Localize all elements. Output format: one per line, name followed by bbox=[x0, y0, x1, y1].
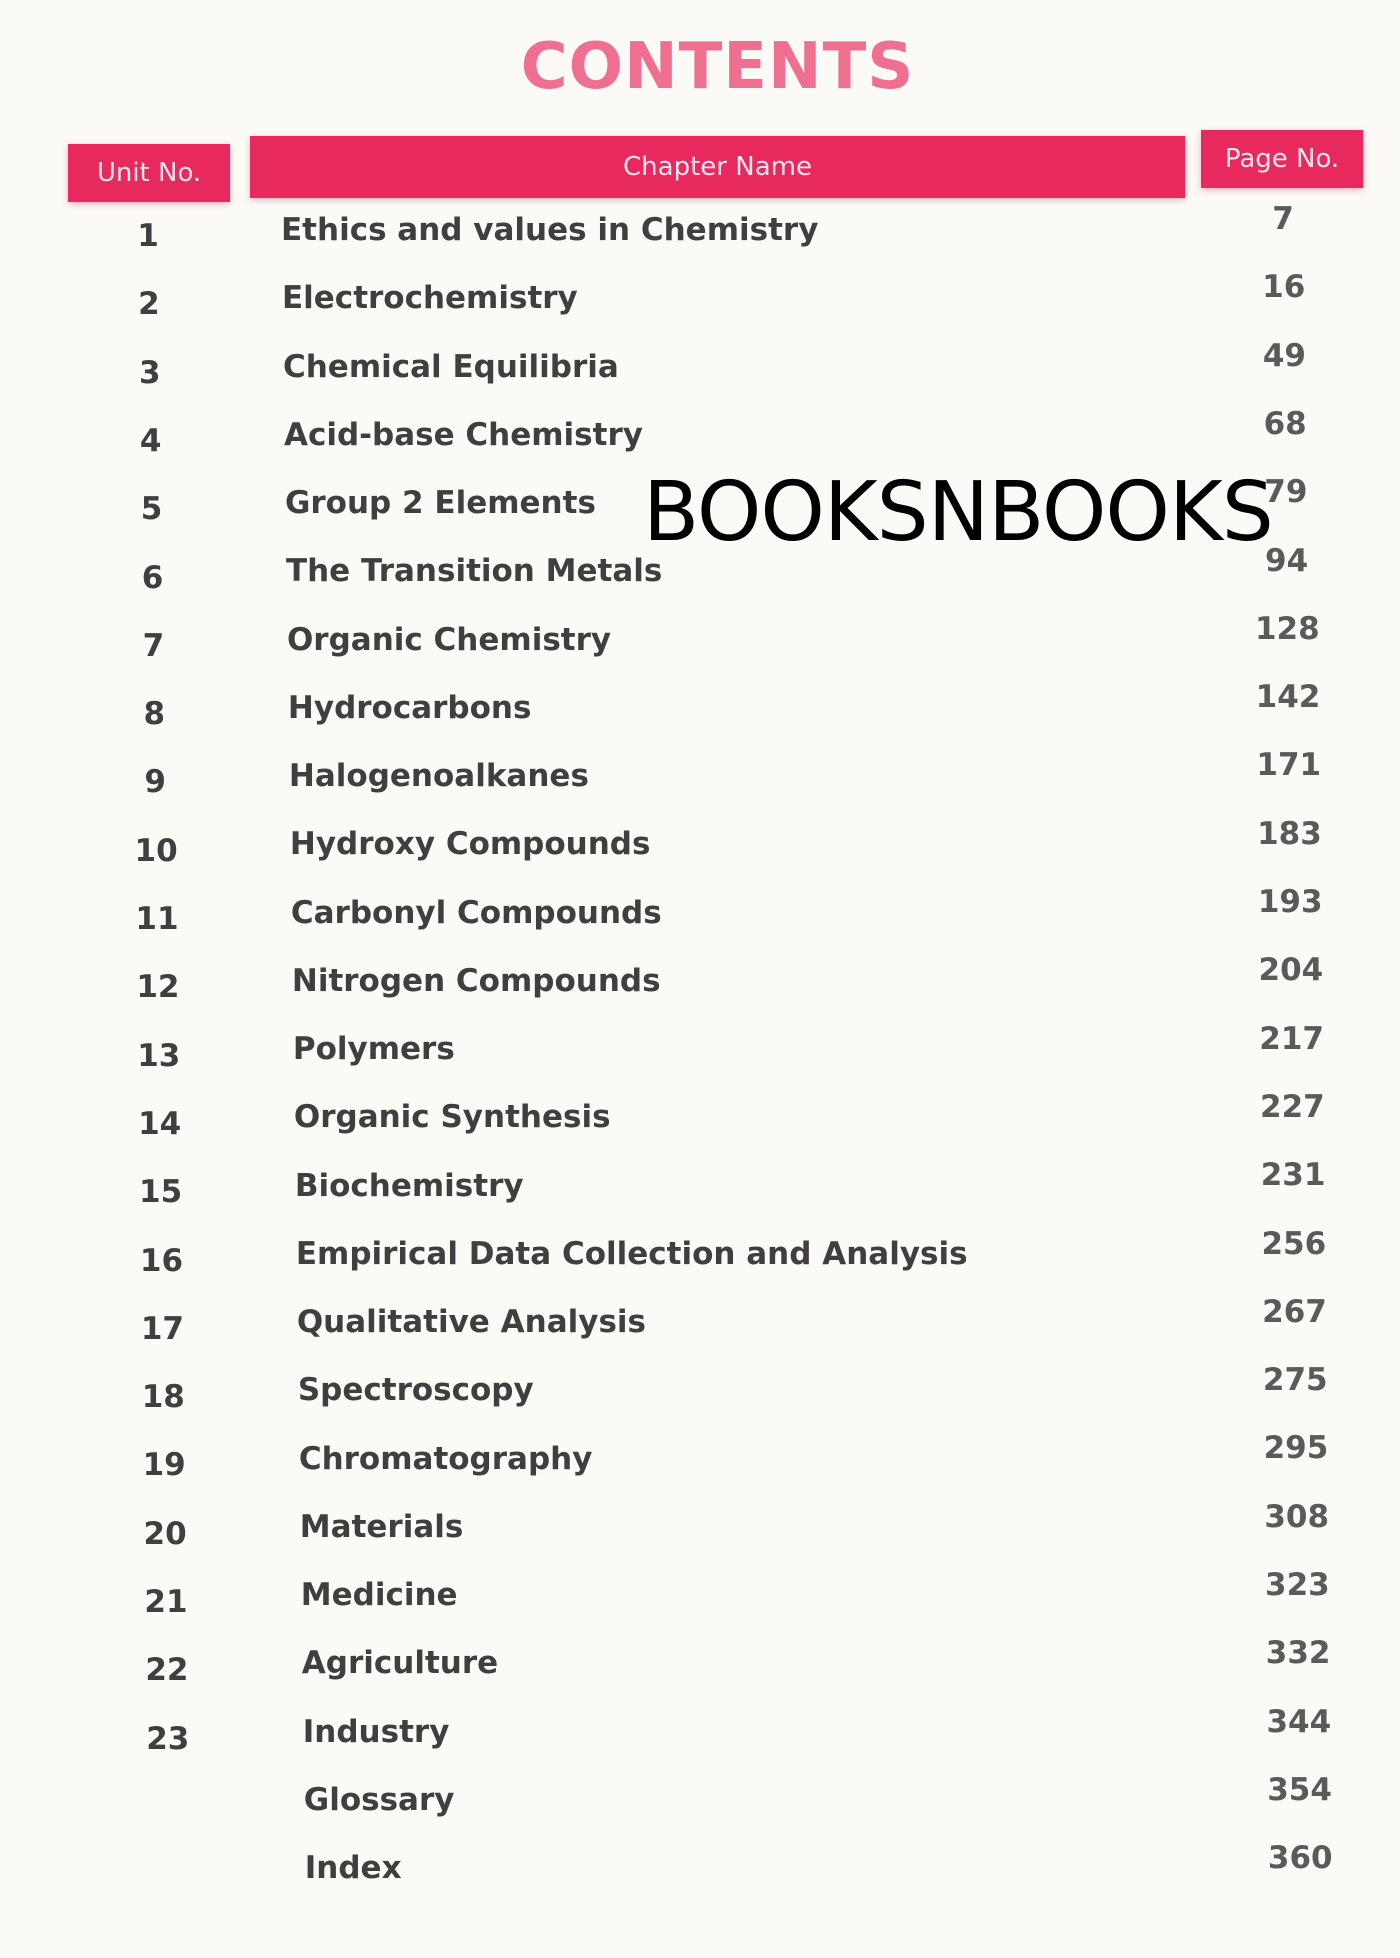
page-number: 171 bbox=[1256, 747, 1322, 784]
unit-number: 6 bbox=[141, 559, 164, 596]
page-number: 16 bbox=[1262, 269, 1306, 306]
unit-number: 20 bbox=[143, 1515, 187, 1552]
chapter-name: Acid-base Chemistry bbox=[283, 416, 643, 453]
table-row bbox=[0, 542, 1400, 620]
chapter-name: Organic Chemistry bbox=[286, 621, 612, 658]
page-number: 204 bbox=[1258, 952, 1324, 989]
unit-number: 14 bbox=[138, 1105, 182, 1142]
chapter-name: Group 2 Elements bbox=[284, 485, 596, 521]
chapter-name: Polymers bbox=[292, 1031, 455, 1067]
table-row bbox=[0, 610, 1400, 688]
chapter-name: Biochemistry bbox=[294, 1167, 524, 1204]
table-row bbox=[0, 1225, 1400, 1303]
table-row bbox=[0, 1020, 1400, 1098]
unit-number: 5 bbox=[140, 491, 163, 528]
page-number: 308 bbox=[1264, 1498, 1330, 1535]
table-row bbox=[0, 1293, 1400, 1371]
chapter-name: Carbonyl Compounds bbox=[290, 894, 662, 931]
chapter-name-header: Chapter Name bbox=[250, 136, 1185, 198]
unit-number: 18 bbox=[141, 1379, 185, 1416]
page-number: 256 bbox=[1261, 1225, 1327, 1262]
unit-number: 9 bbox=[144, 764, 166, 801]
table-row bbox=[0, 269, 1400, 346]
unit-number: 21 bbox=[144, 1584, 188, 1620]
chapter-name: Electrochemistry bbox=[281, 280, 578, 317]
unit-number: 19 bbox=[142, 1447, 186, 1484]
page-number: 354 bbox=[1267, 1771, 1332, 1808]
table-row bbox=[0, 201, 1400, 278]
table-row bbox=[0, 1635, 1400, 1712]
table-row bbox=[0, 1771, 1400, 1849]
page-number: 79 bbox=[1264, 474, 1308, 511]
table-row bbox=[0, 1498, 1400, 1576]
table-row bbox=[0, 1703, 1400, 1781]
chapter-name: Hydroxy Compounds bbox=[289, 826, 651, 863]
table-row bbox=[0, 747, 1400, 824]
table-row bbox=[0, 884, 1400, 961]
unit-number: 13 bbox=[137, 1037, 181, 1074]
table-row bbox=[0, 952, 1400, 1029]
table-row bbox=[0, 1157, 1400, 1234]
table-row bbox=[0, 815, 1400, 893]
page-number: 68 bbox=[1263, 405, 1307, 442]
unit-no-header: Unit No. bbox=[68, 144, 230, 202]
table-row bbox=[0, 1840, 1400, 1917]
unit-number: 23 bbox=[146, 1720, 190, 1757]
chapter-name: Qualitative Analysis bbox=[296, 1304, 646, 1340]
page-number: 183 bbox=[1257, 815, 1322, 852]
chapter-name: Glossary bbox=[303, 1781, 455, 1818]
chapter-name: Halogenoalkanes bbox=[288, 758, 589, 794]
unit-number: 22 bbox=[145, 1652, 189, 1689]
chapter-name: Index bbox=[304, 1850, 402, 1886]
unit-number: 1 bbox=[137, 218, 159, 254]
table-row bbox=[0, 1430, 1400, 1507]
table-row bbox=[0, 1088, 1400, 1166]
chapter-name: Chemical Equilibria bbox=[282, 348, 619, 385]
unit-number: 2 bbox=[138, 286, 160, 323]
page-number: 128 bbox=[1254, 610, 1320, 647]
chapter-name: Hydrocarbons bbox=[287, 689, 532, 726]
page-no-header: Page No. bbox=[1201, 130, 1363, 188]
page-number: 193 bbox=[1257, 884, 1323, 920]
chapter-name: Agriculture bbox=[301, 1645, 499, 1682]
page-number: 227 bbox=[1260, 1088, 1325, 1125]
chapter-name: The Transition Metals bbox=[285, 553, 663, 590]
chapter-name: Nitrogen Compounds bbox=[291, 962, 661, 999]
unit-number: 7 bbox=[142, 627, 165, 664]
page-number: 49 bbox=[1262, 337, 1306, 374]
table-row bbox=[0, 679, 1400, 756]
chapter-name: Chromatography bbox=[298, 1440, 593, 1477]
chapter-name: Materials bbox=[299, 1508, 464, 1545]
chapter-name: Spectroscopy bbox=[297, 1372, 534, 1409]
unit-number: 17 bbox=[140, 1310, 184, 1347]
page-number: 231 bbox=[1260, 1157, 1326, 1194]
page-number: 267 bbox=[1262, 1293, 1327, 1330]
page-number: 323 bbox=[1265, 1567, 1330, 1603]
watermark-text: BOOKSNBOOKS bbox=[643, 465, 1273, 560]
unit-number: 11 bbox=[135, 901, 179, 937]
unit-number: 3 bbox=[139, 354, 161, 391]
chapter-name: Ethics and values in Chemistry bbox=[281, 212, 819, 248]
table-row bbox=[0, 1567, 1400, 1644]
page-number: 7 bbox=[1272, 201, 1294, 237]
unit-number: 16 bbox=[139, 1242, 184, 1279]
page-number: 94 bbox=[1265, 542, 1309, 579]
table-row bbox=[0, 1362, 1400, 1439]
page-number: 217 bbox=[1259, 1020, 1324, 1057]
page-number: 360 bbox=[1267, 1840, 1333, 1877]
unit-number: 10 bbox=[134, 832, 178, 869]
chapter-name: Industry bbox=[302, 1713, 450, 1750]
chapter-name: Organic Synthesis bbox=[293, 1099, 611, 1136]
unit-number: 15 bbox=[139, 1174, 183, 1211]
page-title: CONTENTS bbox=[520, 30, 915, 104]
unit-number: 4 bbox=[139, 422, 162, 459]
page-number: 295 bbox=[1263, 1430, 1329, 1467]
unit-number: 8 bbox=[143, 696, 166, 733]
page-number: 332 bbox=[1265, 1635, 1331, 1672]
table-row bbox=[0, 337, 1400, 415]
chapter-name: Medicine bbox=[300, 1577, 458, 1613]
page-number: 275 bbox=[1262, 1362, 1328, 1399]
unit-number: 12 bbox=[136, 969, 180, 1006]
chapter-name: Empirical Data Collection and Analysis bbox=[295, 1235, 968, 1272]
page-number: 344 bbox=[1266, 1703, 1332, 1740]
page-number: 142 bbox=[1255, 679, 1321, 716]
